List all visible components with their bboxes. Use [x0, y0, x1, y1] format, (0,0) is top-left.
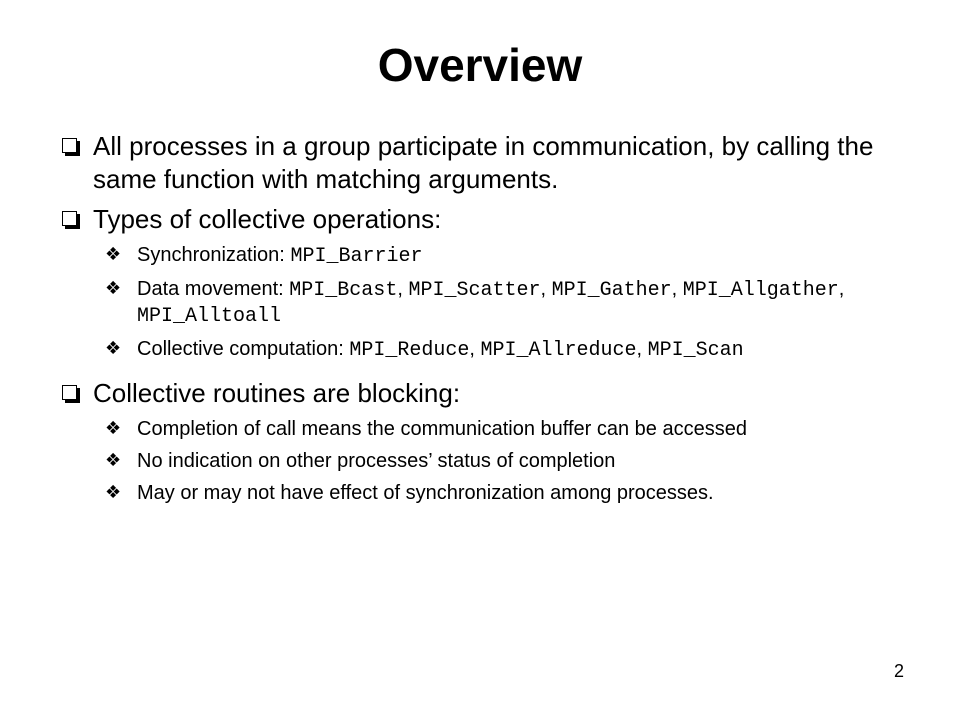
bullet-text: Collective routines are blocking: [93, 378, 461, 408]
sub-bullet-item: ❖ Data movement: MPI_Bcast, MPI_Scatter, MPI_Gather, MPI_Allgather, MPI_Alltoall [105, 278, 845, 328]
bullet-text: Types of collective operations: [93, 204, 442, 234]
slide-title: Overview [377, 39, 583, 91]
sub-bullet-item [62, 243, 922, 269]
sub-bullet-item [62, 417, 922, 441]
sub-bullet-label: Synchronization: [137, 244, 285, 266]
code-term: MPI_Scatter [408, 279, 541, 302]
four-diamond-star-bullet-icon: ❖ [105, 338, 122, 359]
sub-bullet-label: Collective computation: [137, 338, 344, 360]
four-diamond-star-bullet-icon: ❖ [105, 418, 122, 439]
sub-bullet-text: May or may not have effect of synchronization among processes. [137, 482, 714, 504]
hollow-square-bullet-icon [62, 385, 77, 400]
bullet-item [62, 377, 922, 410]
four-diamond-star-bullet-icon: ❖ [105, 482, 122, 503]
code-term: MPI_Allreduce [480, 339, 637, 362]
code-term: MPI_Gather [551, 279, 672, 302]
code-term: MPI_Bcast [289, 279, 398, 302]
sub-bullet-item [62, 449, 922, 473]
bullet-item [62, 130, 922, 196]
hollow-square-bullet-icon [62, 138, 77, 153]
sub-bullet-text: Completion of call means the communication buffer can be accessed [137, 418, 747, 440]
bullet-item [62, 203, 922, 236]
hollow-square-bullet-icon [62, 211, 77, 226]
sub-bullet-item: ❖ Collective computation: MPI_Reduce, MPI_Allreduce, MPI_Scan [105, 338, 744, 362]
code-term: MPI_Barrier [290, 245, 423, 268]
code-term: MPI_Alltoall [137, 305, 282, 328]
four-diamond-star-bullet-icon: ❖ [105, 450, 122, 471]
four-diamond-star-bullet-icon: ❖ [105, 278, 122, 299]
bullet-text: All processes in a group participate in communication, by calling the same function with matching arguments. [93, 131, 874, 194]
four-diamond-star-bullet-icon: ❖ [105, 244, 122, 265]
page-number: 2 [893, 661, 904, 681]
sub-bullet-label: Data movement: [137, 278, 284, 300]
code-term: MPI_Allgather [682, 279, 839, 302]
code-term: MPI_Reduce [349, 339, 470, 362]
sub-bullet-text: No indication on other processes’ status of completion [137, 450, 616, 472]
sub-bullet-item [62, 481, 922, 505]
slide-content [62, 130, 922, 505]
code-term: MPI_Scan [647, 339, 744, 362]
